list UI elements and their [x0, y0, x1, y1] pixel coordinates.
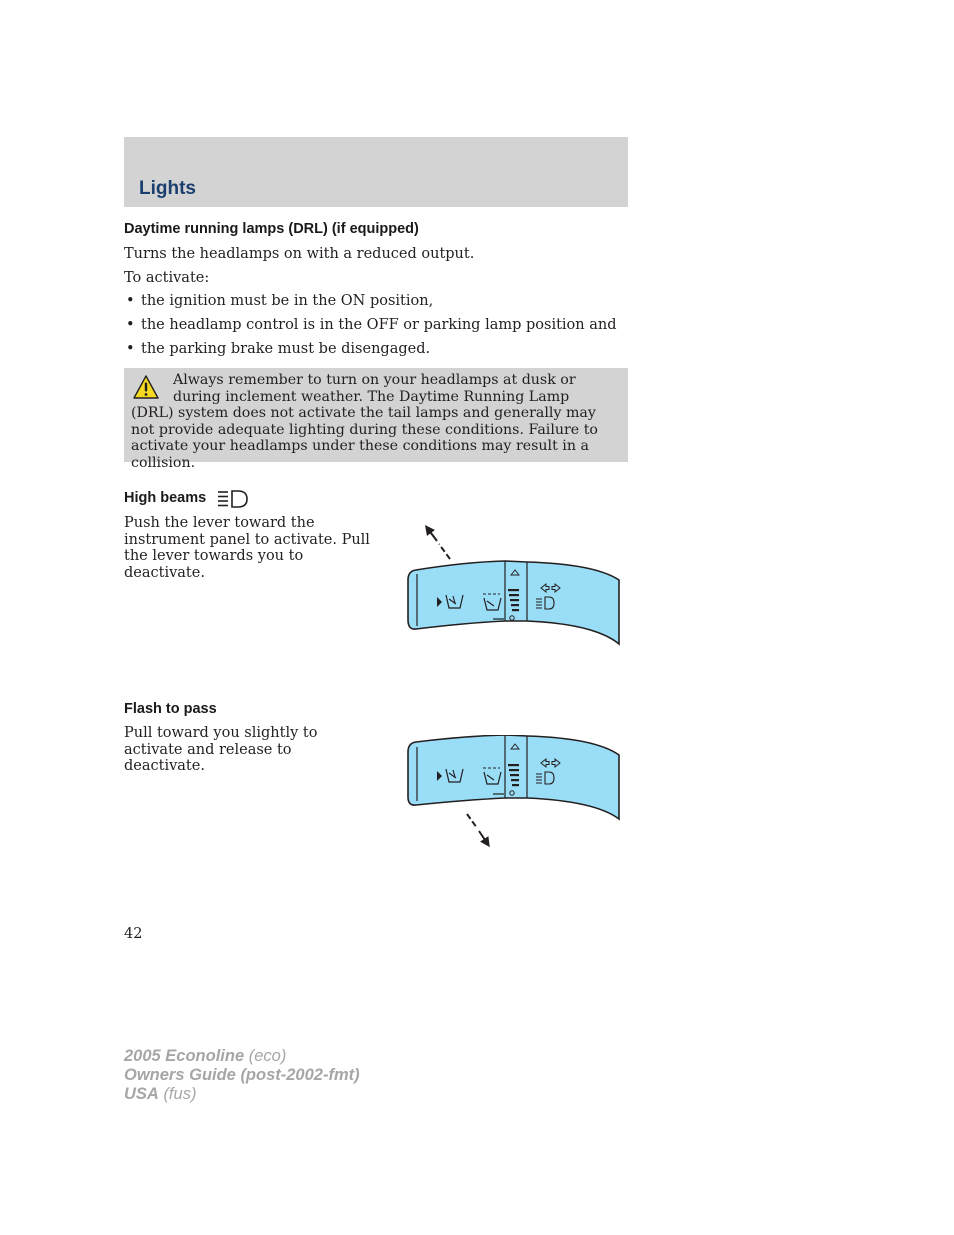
page-title: Lights [139, 178, 196, 199]
footer-market-code: (fus) [163, 1085, 197, 1103]
bullet-dot: • [126, 293, 135, 309]
footer-line-2 [124, 1066, 360, 1085]
bullet-text: the headlamp control is in the OFF or parking lamp position and [141, 317, 617, 333]
footer-model-code: (eco) [248, 1047, 287, 1065]
flash-to-pass-text: Pull toward you slightly to activate and release to deactivate. [124, 725, 318, 775]
footer-market: USA [124, 1085, 159, 1103]
page-number: 42 [124, 926, 143, 942]
list-item [124, 341, 617, 365]
drl-intro: Turns the headlamps on with a reduced output. [124, 246, 475, 262]
drl-bullet-list [124, 293, 617, 365]
bullet-dot: • [126, 341, 135, 357]
drl-activate-label: To activate: [124, 270, 210, 286]
warning-text: Always remember to turn on your headlamps at dusk or during inclement weather. The Daytime Running Lamp (DRL) system does not activate the tail lamps and generally may not provide adequate lighting during these conditions. Failure to activate your headlamps under these conditions may result in a collision. [131, 372, 598, 471]
list-item [124, 317, 617, 341]
footer-model: 2005 Econoline [124, 1047, 245, 1065]
footer-line-3 [124, 1085, 360, 1104]
high-beam-icon [217, 489, 249, 509]
footer-guide: Owners Guide (post-2002-fmt) [124, 1066, 360, 1084]
bullet-dot: • [126, 317, 135, 333]
section-header-band [124, 137, 628, 207]
footer-line-1 [124, 1047, 360, 1066]
lever-pull-illustration [405, 735, 623, 855]
flash-to-pass-heading: Flash to pass [124, 701, 217, 717]
list-item [124, 293, 617, 317]
high-beams-text: Push the lever toward the instrument panel to activate. Pull the lever towards you to deactivate. [124, 515, 370, 581]
high-beams-heading: High beams [124, 490, 207, 506]
bullet-text: the parking brake must be disengaged. [141, 341, 431, 357]
warning-box [124, 368, 628, 471]
bullet-text: the ignition must be in the ON position, [141, 293, 434, 309]
drl-heading: Daytime running lamps (DRL) (if equipped) [124, 221, 419, 237]
lever-push-illustration [405, 518, 623, 648]
document-footer [124, 1047, 360, 1104]
